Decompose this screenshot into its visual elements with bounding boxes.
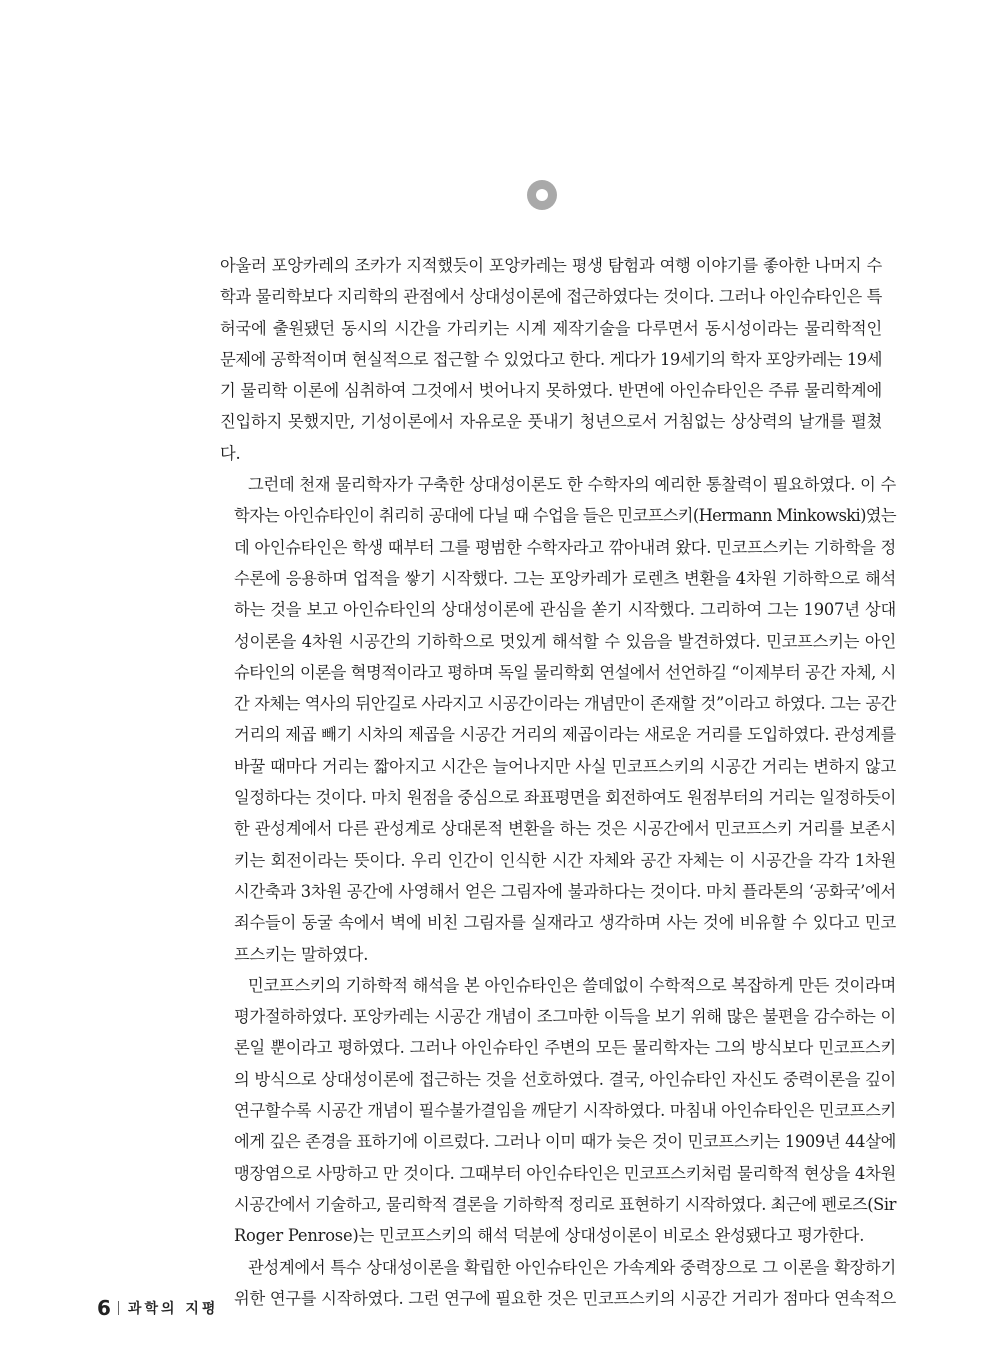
text-line: 민코프스키의 기하학적 해석을 본 아인슈타인은 쓸데없이 수학적으로 복잡하게 만든 것이라며 <box>248 975 896 995</box>
text-line: 키는 회전이라는 뜻이다. 우리 인간이 인식한 시간 자체와 공간 자체는 이 시공간을 각각 1차원 <box>234 850 896 870</box>
text-line: 수론에 응용하며 업적을 쌓기 시작했다. 그는 포앙카레가 로렌츠 변환을 4차원 기하학으로 해석 <box>234 568 896 588</box>
text-line: 거리의 제곱 빼기 시차의 제곱을 시공간 거리의 제곱이라는 새로운 거리를 도입하였다. 관성계를 <box>234 725 896 745</box>
text-line: 일정하다는 것이다. 마치 원점을 중심으로 좌표평면을 회전하여도 원점부터의 거리는 일정하듯이 <box>234 788 896 808</box>
text-line: 하는 것을 보고 아인슈타인의 상대성이론에 관심을 쏟기 시작했다. 그리하여 그는 1907년 상대 <box>234 600 896 620</box>
text-line: 관성계에서 특수 상대성이론을 확립한 아인슈타인은 가속계와 중력장으로 그 이론을 확장하기 <box>248 1257 896 1277</box>
text-line: 다. <box>220 443 241 463</box>
footer-divider <box>118 1301 119 1315</box>
text-line: 학자는 아인슈타인이 취리히 공대에 다닐 때 수업을 들은 민코프스키(Hermann Minkowski)였는 <box>234 506 896 526</box>
text-line: 간 자체는 역사의 뒤안길로 사라지고 시공간이라는 개념만이 존재할 것”이라고 하였다. 그는 공간 <box>234 694 896 714</box>
text-line: 평가절하하였다. 포앙카레는 시공간 개념이 조그마한 이득을 보기 위해 많은 불편을 감수하는 이 <box>234 1007 896 1027</box>
text-line: 에게 깊은 존경을 표하기에 이르렀다. 그러나 이미 때가 늦은 것이 민코프스키는 1909년 44살에 <box>234 1132 896 1152</box>
text-line: 그런데 천재 물리학자가 구축한 상대성이론도 한 수학자의 예리한 통찰력이 필요하였다. 이 수 <box>248 475 896 495</box>
circle-ring-ornament-icon <box>527 180 557 210</box>
text-line: 아울러 포앙카레의 조카가 지적했듯이 포앙카레는 평생 탐험과 여행 이야기를 좋아한 나머지 수 <box>220 256 882 275</box>
text-line: 위한 연구를 시작하였다. 그런 연구에 필요한 것은 민코프스키의 시공간 거리가 점마다 연속적으 <box>234 1288 896 1308</box>
text-line: Roger Penrose)는 민코프스키의 해석 덕분에 상대성이론이 비로소 완성됐다고 평가한다. <box>234 1226 865 1246</box>
paragraph <box>220 469 896 970</box>
text-line: 시간축과 3차원 공간에 사영해서 얻은 그림자에 불과하다는 것이다. 마치 플라톤의 ‘공화국’에서 <box>234 881 896 901</box>
text-line: 프스키는 말하였다. <box>234 944 369 964</box>
paragraph <box>220 1252 896 1315</box>
text-line: 시공간에서 기술하고, 물리학적 결론을 기하학적 정리로 표현하기 시작하였다. 최근에 펜로즈(Sir <box>234 1194 896 1214</box>
paragraph <box>220 970 896 1252</box>
article-body <box>220 250 896 1314</box>
page-number: 6 <box>97 1296 111 1320</box>
text-line: 성이론을 4차원 시공간의 기하학으로 멋있게 해석할 수 있음을 발견하였다. 민코프스키는 아인 <box>234 631 896 651</box>
text-line: 죄수들이 동굴 속에서 벽에 비친 그림자를 실재라고 생각하며 사는 것에 비유할 수 있다고 민코 <box>234 913 896 933</box>
text-line: 문제에 공학적이며 현실적으로 접근할 수 있었다고 한다. 게다가 19세기의 학자 포앙카레는 19세 <box>220 349 882 369</box>
text-line: 데 아인슈타인은 학생 때부터 그를 평범한 수학자라고 깎아내려 왔다. 민코프스키는 기하학을 정 <box>234 537 896 557</box>
text-line: 진입하지 못했지만, 기성이론에서 자유로운 풋내기 청년으로서 거침없는 상상력의 날개를 펼쳤 <box>220 412 882 432</box>
text-line: 연구할수록 시공간 개념이 필수불가결임을 깨닫기 시작하였다. 마침내 아인슈타인은 민코프스키 <box>234 1101 896 1121</box>
text-line: 허국에 출원됐던 동시의 시간을 가리키는 시계 제작기술을 다루면서 동시성이라는 물리학적인 <box>220 318 882 338</box>
page-footer <box>97 1296 218 1320</box>
text-line: 론일 뿐이라고 평하였다. 그러나 아인슈타인 주변의 모든 물리학자는 그의 방식보다 민코프스키 <box>234 1038 896 1058</box>
paragraph <box>220 250 882 469</box>
text-line: 한 관성계에서 다른 관성계로 상대론적 변환을 하는 것은 시공간에서 민코프스키 거리를 보존시 <box>234 819 896 839</box>
text-line: 의 방식으로 상대성이론에 접근하는 것을 선호하였다. 결국, 아인슈타인 자신도 중력이론을 깊이 <box>234 1069 896 1089</box>
text-line: 맹장염으로 사망하고 만 것이다. 그때부터 아인슈타인은 민코프스키처럼 물리학적 현상을 4차원 <box>234 1163 896 1183</box>
text-line: 기 물리학 이론에 심취하여 그것에서 벗어나지 못하였다. 반면에 아인슈타인은 주류 물리학계에 <box>220 381 882 401</box>
publication-title: 과학의 지평 <box>127 1301 219 1317</box>
text-line: 슈타인의 이론을 혁명적이라고 평하며 독일 물리학회 연설에서 선언하길 “이제부터 공간 자체, 시 <box>234 662 896 682</box>
text-line: 바꿀 때마다 거리는 짧아지고 시간은 늘어나지만 사실 민코프스키의 시공간 거리는 변하지 않고 <box>234 756 896 776</box>
text-line: 학과 물리학보다 지리학의 관점에서 상대성이론에 접근하였다는 것이다. 그러나 아인슈타인은 특 <box>220 287 882 307</box>
